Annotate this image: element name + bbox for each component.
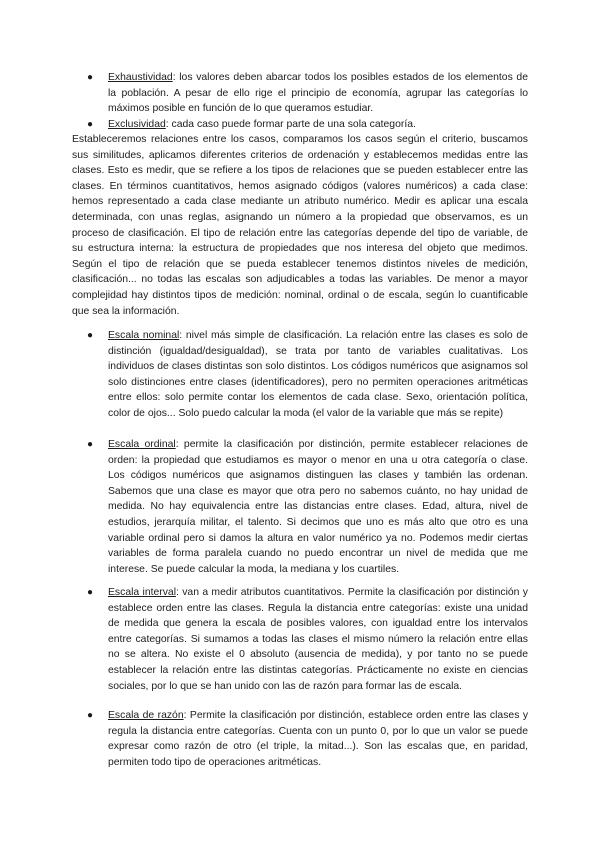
list-item-term: Escala interval <box>108 587 177 598</box>
body-paragraph: Estableceremos relaciones entre los casos, comparamos los casos según el criterio, buscamos sus similitudes, aplicamos diferentes criterios de ordenación y establecemos medidas entre las clases. Esto es medir, que se refiere a los tipos de relaciones que se pueden establecer entre las clases. En términos cuantitativos, hemos asignado códigos (valores numéricos) a cada clase: hemos representado a cada clase mediante un atributo numérico. Medir es aplicar una escala determinada, con unas reglas, asignando un número a la propiedad que observamos, es un proceso de clasificación. El tipo de relación entre las categorías depende del tipo de variable, de su estructura interna: la estructura de propiedades que nos interesa del objeto que medimos. Según el tipo de relación que se pueda establecer tenemos distintos niveles de medición, clasificación... no todas las escalas son adjudicables a todas las variables. De menor a mayor complejidad hay distintos tipos de medición: nominal, ordinal o de escala, según lo cuantificable que sea la información. <box>72 134 528 317</box>
bullet-icon: ● <box>87 330 94 341</box>
list-item-text: : los valores deben abarcar todos los posibles estados de los elementos de la población. A pesar de ello rige el principio de economía, agrupar las categorías lo máximos posible en función de lo que queramos estudiar. <box>108 72 528 115</box>
list-item-term: Escala ordinal <box>108 439 176 450</box>
list-item <box>87 585 528 694</box>
list-item-text: : van a medir atributos cuantitativos. Permite la clasificación por distinción y establece orden entre las clases. Regula la distancia entre categorías: existe una unidad de medida que genera la escala de posibles valores, con igualdad entre los intervalos entre categorías. Si sumamos a todas las clases el mismo número la relación entre ellas no se altera. No existe el 0 absoluto (ausencia de medida), y por tanto no se puede establecer la relación entre las distintas categorías. Prácticamente no existe en ciencias sociales, por lo que se han unido con las de razón para formar las de escala. <box>108 587 528 692</box>
list-item <box>87 437 528 577</box>
list-item-text: : Permite la clasificación por distinción, establece orden entre las clases y regula la distancia entre categorías. Cuenta con un punto 0, por lo que un valor se puede expresar como razón de otro (el triple, la mitad...). Son las escalas que, en paridad, permiten todo tipo de operaciones aritméticas. <box>108 710 529 768</box>
list-item-text: : permite la clasificación por distinción, permite establecer relaciones de orden: la propiedad que estudiamos es mayor o menor en una u otra categoría o clase. Los códigos numéricos que asignamos distinguen las clases y también las ordenan. Sabemos que una clase es mayor que otra pero no sabemos cuánto, no hay unidad de medida. No hay equivalencia entre las distancias entre clases. Edad, altura, nivel de estudios, jerarquía militar, el talento. Si decimos que uno es más alto que otro es una variable ordinal pero si damos la altura en valor numérico ya no. Podemos medir ciertas variables de forma paralela cuando no puedo encontrar un nivel de medida que me interese. Se puede calcular la moda, la mediana y los cuartiles. <box>108 439 528 575</box>
bullet-icon: ● <box>87 587 94 598</box>
list-item-text: : cada caso puede formar parte de una sola categoría. <box>165 119 416 130</box>
list-item <box>87 328 528 422</box>
bullet-icon: ● <box>87 72 94 83</box>
list-item-term: Exhaustividad <box>108 72 173 83</box>
list-item-term: Escala nominal <box>108 330 180 341</box>
list-item <box>87 70 528 117</box>
list-item-term: Exclusividad <box>108 119 166 130</box>
list-item <box>87 708 529 770</box>
bullet-icon: ● <box>87 710 94 721</box>
bullet-icon: ● <box>87 119 94 130</box>
list-item-text: : nivel más simple de clasificación. La relación entre las clases es solo de distinción (igualdad/desigualdad), se trata por tanto de variables cualitativas. Los individuos de clases distintas son solo distintos. Los códigos numéricos que asignamos sol solo distinciones entre clases (identificadores), pero no permiten operaciones aritméticas entre ellos: solo permite contar los elementos de cada clase. Sexo, orientación política, color de ojos... Solo puedo calcular la moda (el valor de la variable que más se repite) <box>108 330 528 419</box>
list-item <box>87 117 528 133</box>
list-item-term: Escala de razón <box>108 710 184 721</box>
bullet-icon: ● <box>87 439 94 450</box>
